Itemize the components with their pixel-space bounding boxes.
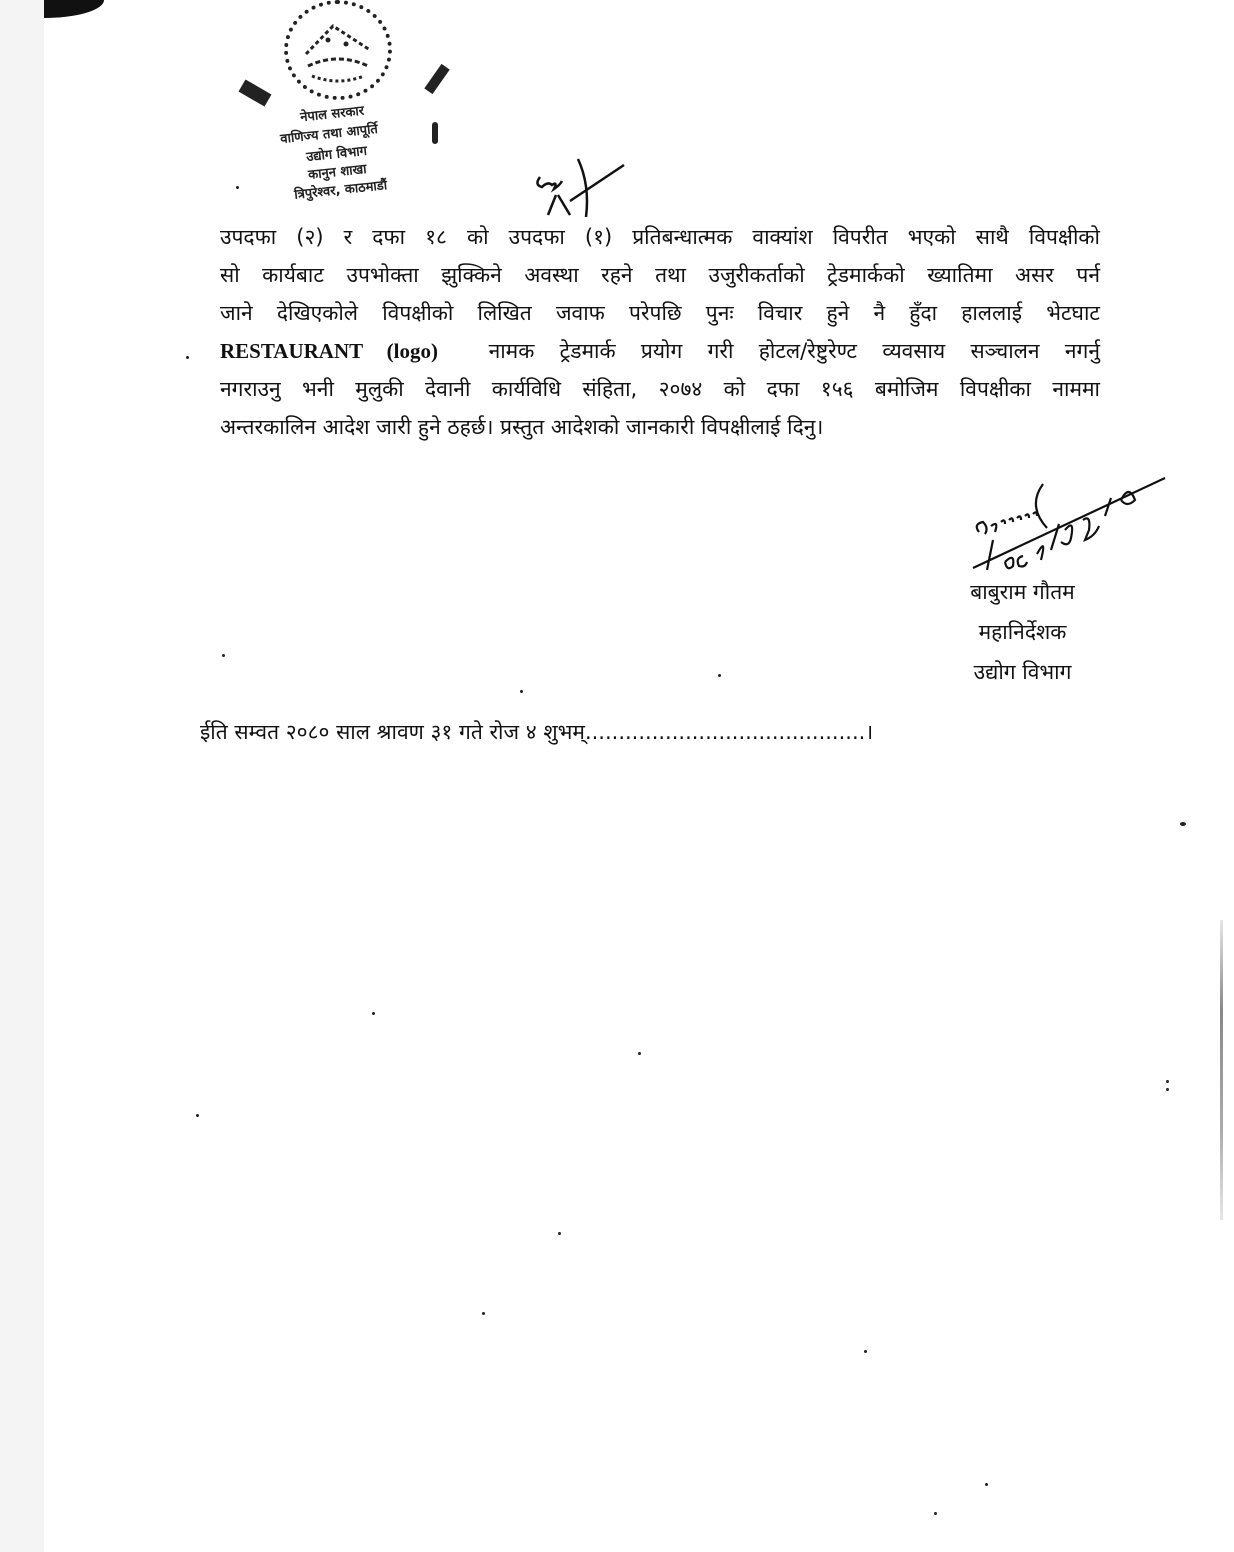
signatory-department: उद्योग विभाग — [973, 660, 1072, 684]
mountain-emblem-icon — [288, 4, 388, 96]
scan-speck — [638, 1052, 641, 1055]
scan-speck — [864, 1350, 867, 1353]
order-body-text — [220, 218, 1100, 446]
stamp-emblem-icon — [284, 0, 392, 100]
stamp-line-1: नेपाल सरकार — [299, 103, 365, 126]
scan-speck — [372, 1012, 375, 1015]
scan-speck — [718, 674, 721, 677]
scan-speck — [1180, 822, 1186, 826]
stamp-smudge — [432, 122, 438, 144]
scan-speck — [1166, 1080, 1169, 1083]
page-fold-mark — [1220, 920, 1223, 1220]
official-stamp — [236, 0, 456, 203]
scan-corner-shadow — [44, 0, 104, 18]
body-line-4 — [220, 332, 1100, 370]
body-line-3: जाने देखिएकोले विपक्षीको लिखित जवाफ परेपछि पुनः विचार हुने नै हुँदा हाललाई भेटघाट — [220, 301, 1100, 325]
body-line-6: अन्तरकालिन आदेश जारी हुने ठहर्छ। प्रस्तुत आदेशको जानकारी विपक्षीलाई दिनु। — [220, 415, 824, 439]
scan-speck — [985, 1483, 988, 1486]
signatory-title: महानिर्देशक — [978, 620, 1067, 644]
body-line-2: सो कार्यबाट उपभोक्ता झुक्किने अवस्था रहने तथा उजुरीकर्ताको ट्रेडमार्कको ख्यातिमा असर पर्न — [220, 263, 1100, 287]
stamp-line-4: कानुन शाखा — [307, 161, 368, 184]
scan-speck — [482, 1312, 485, 1315]
signatory-block — [955, 572, 1090, 692]
handwritten-signature-icon — [965, 470, 1175, 585]
closing-date-line: ईति सम्वत २०८० साल श्रावण ३१ गते रोज ४ शुभम्..........................................। — [200, 720, 874, 744]
stamp-smudge — [424, 64, 449, 94]
scan-speck — [236, 186, 239, 189]
trademark-name: RESTAURANT (logo) — [220, 339, 438, 363]
scan-speck — [196, 1114, 199, 1117]
scan-speck — [520, 690, 523, 693]
scan-speck — [186, 356, 189, 359]
stamp-line-5: त्रिपुरेश्वर, काठमाडौं — [293, 178, 388, 203]
scan-speck — [558, 1232, 561, 1235]
body-line-4-rest: नामक ट्रेडमार्क प्रयोग गरी होटल/रेष्टुरेण्ट व्यवसाय सञ्चालन नगर्नु — [488, 339, 1100, 363]
signatory-name: बाबुराम गौतम — [970, 580, 1075, 604]
scan-speck — [1166, 1088, 1169, 1091]
handwritten-initials-icon — [530, 155, 630, 225]
body-line-5: नगराउनु भनी मुलुकी देवानी कार्यविधि संहिता, २०७४ को दफा १५६ बमोजिम विपक्षीका नाममा — [220, 377, 1100, 401]
stamp-line-3: उद्योग विभाग — [305, 143, 368, 166]
scan-margin — [0, 0, 44, 1552]
scan-speck — [934, 1512, 937, 1515]
stamp-line-2: वाणिज्य तथा आपूर्ति — [279, 121, 379, 148]
stamp-smudge — [239, 79, 272, 106]
body-line-1: उपदफा (२) र दफा १८ को उपदफा (१) प्रतिबन्धात्मक वाक्यांश विपरीत भएको साथै विपक्षीको — [220, 225, 1100, 249]
scan-speck — [222, 654, 225, 657]
